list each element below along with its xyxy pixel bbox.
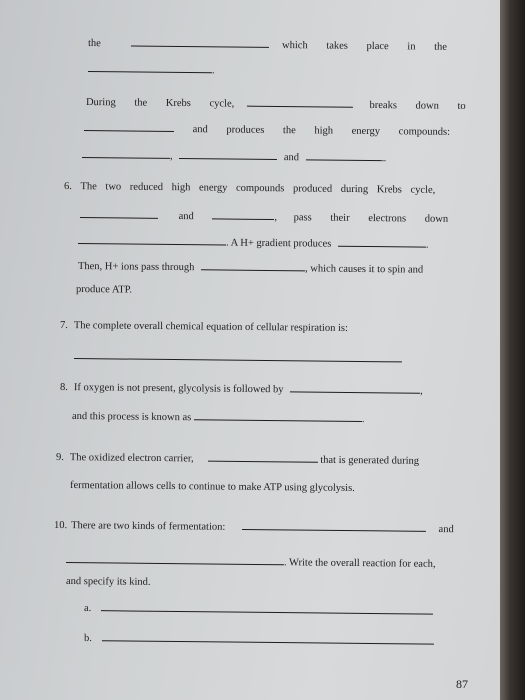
word: to	[457, 100, 466, 112]
word: the	[282, 125, 296, 137]
word: electrons	[368, 213, 407, 225]
word: compounds	[235, 182, 285, 195]
question-number: 6.	[63, 181, 72, 193]
sentence: and this process is known as	[71, 411, 192, 424]
q5-line-5	[82, 148, 386, 164]
answer-blank[interactable]	[194, 410, 362, 422]
question-number: 7.	[59, 320, 68, 332]
word: breaks	[369, 99, 397, 112]
word: and	[178, 211, 194, 223]
q6-line-1	[64, 181, 435, 196]
q5-line-4	[84, 121, 450, 138]
sentence: , which causes it to spin and	[305, 263, 424, 276]
word: takes	[326, 40, 348, 52]
word: down	[415, 100, 439, 112]
punctuation: .	[361, 414, 365, 426]
question-text: If oxygen is not present, glycolysis is followed by	[73, 382, 284, 396]
q6-line-4	[78, 259, 423, 276]
punctuation: .	[211, 65, 215, 77]
word: reduced	[129, 181, 164, 194]
answer-blank[interactable]	[84, 121, 174, 132]
word: high	[314, 125, 334, 137]
answer-blank[interactable]	[82, 148, 170, 159]
q10-line-1	[54, 518, 454, 535]
answer-blank[interactable]	[78, 234, 226, 246]
answer-blank[interactable]	[80, 208, 158, 219]
q9-line-2	[70, 480, 355, 494]
sentence: and specify its kind.	[65, 576, 151, 588]
punctuation: ,	[420, 385, 423, 397]
question-text: that is generated during	[320, 454, 420, 467]
q6-line-2	[80, 208, 448, 225]
word: their	[330, 212, 350, 224]
word: Krebs	[165, 97, 191, 110]
word: produces	[226, 124, 265, 136]
word: Krebs	[376, 184, 402, 196]
word: energy	[351, 125, 381, 138]
question-text: There are two kinds of fermentation:	[71, 520, 226, 533]
word: the	[87, 38, 101, 50]
q10-line-3	[66, 576, 151, 588]
word: which	[281, 40, 308, 52]
word: place	[366, 40, 389, 53]
answer-blank[interactable]	[290, 382, 420, 393]
q5-line-2	[88, 62, 215, 76]
punctuation: ,	[274, 212, 278, 224]
sentence: produce ATP.	[75, 284, 133, 296]
q7-answer-line	[74, 349, 402, 365]
word: pass	[293, 212, 312, 224]
punctuation: .	[425, 239, 429, 251]
answer-blank[interactable]	[212, 209, 274, 220]
answer-blank[interactable]	[101, 601, 433, 614]
binder-shadow	[500, 0, 525, 700]
answer-blank[interactable]	[247, 97, 353, 108]
word: cycle,	[209, 98, 235, 110]
answer-blank[interactable]	[88, 62, 212, 73]
word: energy	[198, 182, 228, 194]
word: down	[424, 213, 449, 225]
word: compounds:	[398, 126, 451, 138]
question-text: The complete overall chemical equation of cellular respiration is:	[73, 320, 348, 335]
word: the	[434, 41, 448, 53]
answer-blank[interactable]	[179, 149, 277, 160]
question-number: 8.	[59, 382, 68, 394]
q10-item-a	[84, 601, 433, 618]
page-number: 87	[456, 677, 468, 691]
q10-line-2	[66, 553, 436, 570]
word: During	[85, 97, 116, 109]
q7-question	[60, 320, 348, 334]
answer-blank[interactable]	[338, 237, 426, 248]
word: in	[407, 41, 416, 53]
word: cycle,	[410, 184, 436, 196]
q8-line-2	[72, 409, 365, 425]
word: high	[171, 182, 191, 194]
item-label: a.	[83, 603, 92, 615]
word: and	[192, 124, 208, 136]
q6-line-5	[76, 284, 132, 296]
sentence: . Write the overall reaction for each,	[283, 557, 436, 570]
q5-line-3	[86, 95, 466, 112]
word: produced	[292, 183, 333, 195]
word: two	[105, 181, 122, 193]
answer-blank[interactable]	[131, 36, 269, 47]
q5-line-1	[88, 36, 447, 53]
q10-item-b	[84, 631, 434, 648]
sentence: . A H+ gradient produces	[225, 237, 332, 250]
question-text: The oxidized electron carrier,	[69, 452, 194, 465]
q9-line-1	[56, 450, 419, 467]
answer-blank[interactable]	[208, 452, 318, 463]
item-label: b.	[83, 633, 92, 645]
word: the	[134, 97, 148, 109]
sentence: Then, H+ ions pass through	[77, 261, 195, 274]
punctuation: ,	[169, 150, 173, 162]
answer-blank[interactable]	[201, 260, 305, 271]
word: The	[80, 181, 97, 193]
punctuation: .	[383, 153, 387, 165]
word: and	[438, 524, 454, 536]
answer-blank[interactable]	[242, 520, 426, 532]
answer-blank[interactable]	[74, 349, 402, 362]
word: and	[283, 152, 300, 164]
answer-blank[interactable]	[66, 553, 284, 565]
answer-blank[interactable]	[306, 150, 384, 161]
q6-line-3	[78, 234, 429, 251]
q8-line-1	[60, 380, 423, 397]
answer-blank[interactable]	[102, 631, 434, 644]
question-number: 9.	[55, 452, 64, 464]
word: during	[340, 183, 369, 196]
question-number: 10.	[53, 520, 68, 532]
sentence: fermentation allows cells to continue to make ATP using glycolysis.	[69, 480, 355, 494]
